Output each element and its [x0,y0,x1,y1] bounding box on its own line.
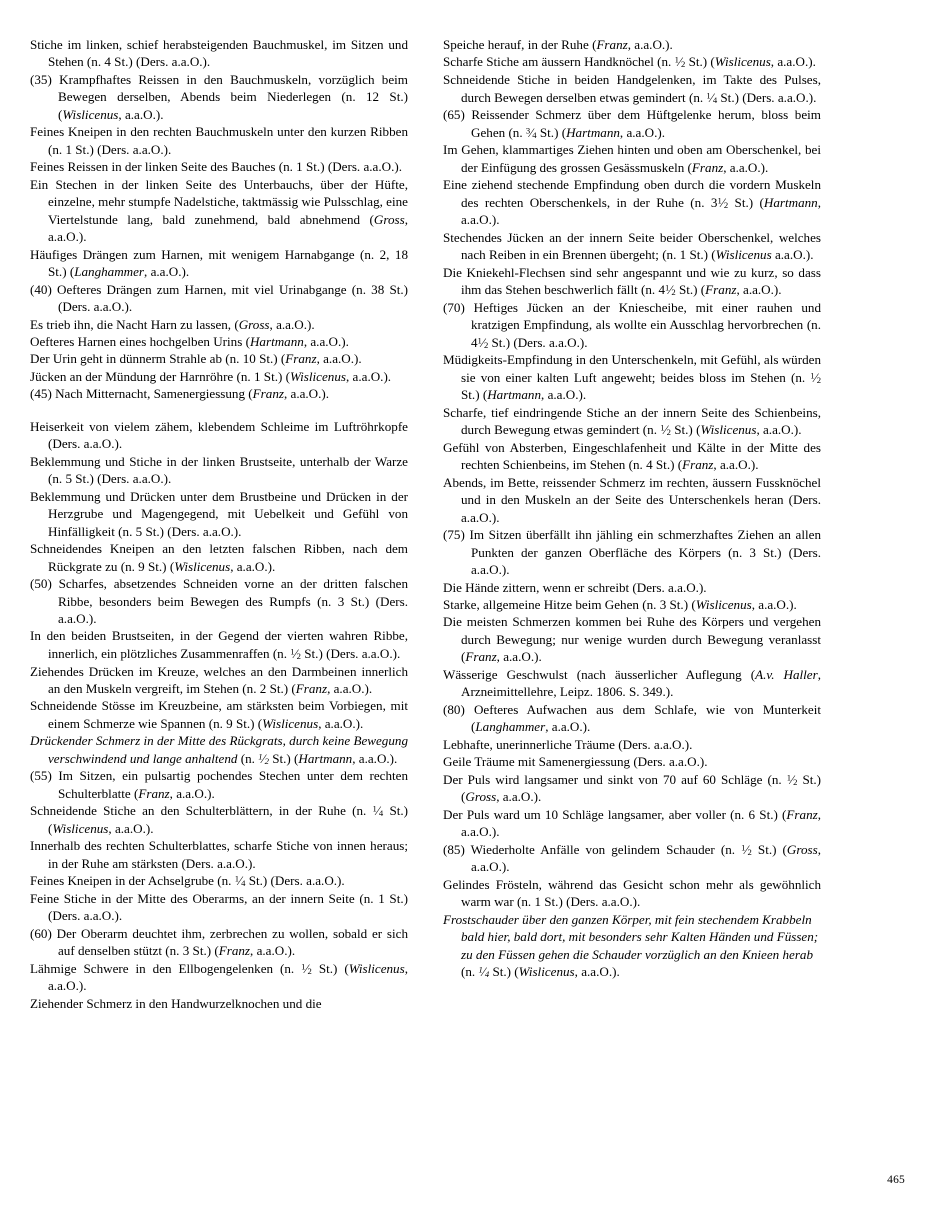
entry-text: Jücken an der Mündung der Harnröhre (n. 1 St.) ( [30,368,290,384]
entry-text: Geile Träume mit Samenergiessung (Ders. a.a.O.). [443,754,708,770]
entry-text: Feines Kneipen in den rechten Bauchmuskeln unter den kurzen Ribben (n. 1 St.) (Ders. a.a.O.). [30,124,408,157]
symptom-entry [443,141,821,176]
entry-text: , a.a.O.). [756,422,802,438]
fraction: $^1⁄_2$ [786,772,798,787]
two-column-body [30,36,905,1012]
symptom-entry [443,264,821,299]
entry-text: Oefteres Harnen eines hochgelben Urins ( [30,333,250,349]
entry-text: Drückender Schmerz in der Mitte des Rückgrats, durch keine Bewegung verschwindend und lange anhaltend [30,733,408,766]
entry-text: a.a.O.). [771,247,814,263]
entry-text: Hartmann [298,750,353,766]
entry-text: Feine Stiche in der Mitte des Oberarms, an der innern Seite (n. 1 St.) (Ders. a.a.O.). [30,891,408,924]
entry-text: Lähmige Schwere in den Ellbogengelenken (n. [30,960,302,976]
entry-text: , a.a.O.). [250,943,296,959]
entry-text: , a.a.O.). [108,821,154,836]
entry-text: , a.a.O.). [496,649,542,665]
author-name: Franz [285,351,317,367]
entry-text: , a.a.O.). [48,211,408,245]
author-name: Franz [252,386,284,402]
entry-text: St.) (Ders. a.a.O.). [245,873,345,889]
numbered-symptom-entry [443,526,821,578]
entry-text: , a.a.O.). [619,124,666,140]
author-name: Wislicenus [715,247,772,263]
author-name: Franz [295,681,328,696]
entry-number: (40) [30,281,52,297]
fraction: $^1⁄_4$ [234,873,246,889]
author-name: Franz [465,649,497,665]
entry-text: , a.a.O.). [770,54,816,70]
symptom-entry [443,753,821,770]
author-name: St.) ( [268,750,299,766]
numbered-symptom-entry [443,701,821,736]
author-name: Franz [596,37,628,52]
fraction: $^1⁄_2$ [660,422,671,438]
entry-text: Ein Stechen in der linken Seite des Unterbauchs, über der Hüfte, einzelne, mehr stumpfe Nadelstiche, taktmässig wie Pulsschlag, eine Viertelstunde lang, bald zunehmend, bald abnehmend ( [30,176,408,227]
author-name: Hartmann [487,387,542,403]
entry-text: , a.a.O.). [541,387,587,403]
entry-text: , a.a.O.). [736,282,782,298]
entry-text: Speiche herauf, in der Ruhe ( [443,37,597,52]
entry-text: , a.a.O.). [303,333,349,349]
symptom-entry [443,176,821,229]
entry-text: St.) ( [675,282,706,298]
author-name: Franz [138,785,170,801]
entry-text: Gelindes Frösteln, während das Gesicht schon mehr als gewöhnlich warm war (n. 1 St.) (Ders. a.a.O.). [443,876,821,910]
entry-text: , a.a.O.). [283,386,330,402]
entry-text: , a.a.O.). [48,960,408,994]
entry-text: In den beiden Brustseiten, in der Gegend der vierten wahren Ribbe, innerlich, ein plötzliches Zusammenraffen (n. [30,628,408,661]
entry-number: (55) [30,768,52,784]
author-name: Franz [705,282,737,298]
symptom-entry [30,697,408,732]
entry-text: Beklemmung und Stiche in der linken Brustseite, unterhalb der Warze (n. 5 St.) (Ders. a.a.O.). [30,453,408,487]
entry-text: St.) ( [461,387,488,403]
entry-text: Die meisten Schmerzen kommen bei Ruhe des Körpers und vergehen durch Bewegung; nur wenige wurden durch Bewegung veranlasst ( [443,614,821,665]
entry-text: Lebhafte, unerinnerliche Träume (Ders. a.a.O.). [443,736,693,752]
entry-text: , a.a.O.). [327,681,373,696]
author-name: A.v. Haller [755,666,818,682]
symptom-entry [30,488,408,540]
entry-text: St.) ( [751,841,787,857]
symptom-entry [443,351,821,404]
entry-text: , a.a.O.). [346,368,392,384]
right-column [443,36,821,981]
symptom-entry [443,229,821,264]
entry-text: Feines Kneipen in der Achselgrube (n. [30,873,235,889]
symptom-entry [30,872,408,890]
symptom-entry [443,613,821,665]
fraction: $^1⁄_2$ [301,961,312,976]
fraction: $^3⁄_4$ [525,124,537,140]
author-name: Franz [218,943,251,959]
entry-text: Scharfe Stiche am äussern Handknöchel (n. [443,54,675,70]
author-name: Franz [682,457,714,473]
author-name: Wislicenus [289,368,346,384]
symptom-entry [443,736,821,753]
entry-text: Die Kniekehl-Flechsen sind sehr angespannt und wie zu kurz, so dass ihm das Stehen beschwerlich fällt (n. 4 [443,264,821,298]
entry-text: Es trieb ihn, die Nacht Harn zu lassen, ( [30,316,239,332]
fraction: $^1⁄_2$ [810,370,821,385]
symptom-entry [443,579,821,596]
entry-text: Beklemmung und Drücken unter dem Brustbeine und Drücken in der Herzgrube und Magengegend, mit Uebelkeit und Gefühl von Hinfälligkeit (n. 5 St.) (Ders. a.a.O.). [30,488,408,539]
entry-text: Schneidende Stiche in beiden Handgelenken, im Takte des Pulses, durch Bewegen derselben etwas gemindert (n. [443,72,821,105]
entry-text: Wässerige Geschwulst (nach äusserlicher Auflegung ( [443,666,756,682]
author-name: Wislicenus [262,715,319,731]
entry-text: Der Urin geht in dünnerm Strahle ab (n. 10 St.) ( [30,351,286,367]
symptom-entry [30,418,408,453]
entry-text: Nach Mitternacht, Samenergiessung ( [51,386,253,402]
fraction: $^1⁄_4$ [706,89,718,105]
author-name: Wislicenus [174,558,231,574]
entry-text: , a.a.O.). [269,316,315,332]
entry-number: (80) [443,701,465,717]
entry-text: Im Gehen, klammartiges Ziehen hinten und oben am Oberschenkel, bei der Einfügung des grossen Gesässmuskeln ( [443,142,821,175]
author-name: Gross [465,789,497,805]
entry-text: , a.a.O.). [144,264,190,280]
entry-text: , a.a.O.). [169,785,215,801]
entry-text: , a.a.O.). [723,159,769,175]
symptom-entry [443,53,821,71]
entry-text: , a.a.O.). [118,106,164,122]
fraction: $^1⁄_4$ [478,964,490,980]
symptom-entry [30,627,408,662]
symptom-entry [443,911,821,981]
author-name: Wislicenus [714,54,771,70]
author-name: Wislicenus [695,597,752,612]
fraction: $^1⁄_4$ [372,803,384,819]
numbered-symptom-entry [30,925,408,960]
author-name: (n. [240,750,259,766]
author-name: Franz [691,159,724,175]
entry-text: Innerhalb des rechten Schulterblattes, scharfe Stiche von innen heraus; in der Ruhe am stärksten (Ders. a.a.O.). [30,838,408,871]
entry-text: St.) (Ders. a.a.O.). [488,334,588,350]
entry-text: Feines Reissen in der linken Seite des Bauches (n. 1 St.) (Ders. a.a.O.). [30,159,402,175]
entry-number: (70) [443,299,465,315]
entry-text: Der Oberarm deuchtet ihm, zerbrechen zu wollen, sobald er sich auf denselben stützt (n. 3 St.) ( [51,925,408,959]
entry-text: , a.a.O.). [316,351,362,367]
entry-number: (35) [30,71,52,87]
author-name: Franz [786,806,818,822]
entry-text: St.) ( [311,960,349,976]
fraction: $^1⁄_2$ [258,751,269,766]
entry-text: Scharfe, tief eindringende Stiche an der innern Seite des Schienbeins, durch Bewegung etwas gemindert (n. [443,404,821,438]
symptom-entry [30,350,408,367]
fraction: $^1⁄_2$ [741,842,752,857]
entry-text: , a.a.O.). [627,37,673,52]
numbered-symptom-entry [30,767,408,802]
author-name: Gross [786,841,818,857]
author-name: (n. [461,964,479,980]
entry-text: Gefühl von Absterben, Eingeschlafenheit und Kälte in der Mitte des rechten Schienbeins, im Stehen (n. 4 St.) ( [443,439,821,473]
entry-number: (50) [30,576,52,592]
fraction: $^1⁄_2$ [477,334,489,350]
author-name: , a.a.O.). [574,964,620,980]
entry-text: Oefteres Drängen zum Harnen, mit viel Urinabgange (n. 38 St.) (Ders. a.a.O.). [51,281,408,315]
symptom-entry [443,71,821,106]
entry-text: St.) ( [48,803,408,836]
author-name: Wislicenus [52,821,109,836]
entry-text: Wiederholte Anfälle von gelindem Schauder (n. [464,841,742,857]
symptom-entry [30,453,408,488]
symptom-entry [443,876,821,911]
symptom-entry [30,123,408,158]
entry-text: Müdigkeits-Empfindung in den Unterschenkeln, mit Gefühl, als würden sie von einer kalten Luft angeweht; beides bloss im Stehen (n. [443,352,821,385]
entry-text: , a.a.O.). [318,715,364,731]
entry-text: St.) ( [728,194,764,210]
entry-text: , a.a.O.). [713,457,759,473]
entry-text: Ziehendes Drücken im Kreuze, welches an den Darmbeinen innerlich an den Muskeln vergreift, im Stehen (n. 2 St.) ( [30,663,408,696]
numbered-symptom-entry [443,841,821,876]
symptom-entry [443,806,821,841]
symptom-entry [443,771,821,806]
author-name: St.) ( [489,964,519,980]
numbered-symptom-entry [30,575,408,627]
symptom-entry [30,960,408,995]
author-name: Hartmann [249,333,304,349]
symptom-entry [443,596,821,613]
entry-text: Frostschauder über den ganzen Körper, mit fein stechendem Krabbeln bald hier, bald dort, mit besonders sehr Kalten Händen und Füssen; zu den Füssen gehen die Schauder vorzüglich an den Knieen herab [443,911,819,962]
entry-text: Reissender Schmerz über dem Hüftgelenke herum, bloss beim Gehen (n. [464,107,821,140]
entry-text: Häufiges Drängen zum Harnen, mit wenigem Harnabgange (n. 2, 18 St.) ( [30,246,408,280]
entry-text: , a.a.O.). [471,841,821,875]
author-name: Wislicenus [62,106,119,122]
symptom-entry [443,474,821,526]
author-name: Gross [238,316,270,332]
entry-text: Starke, allgemeine Hitze beim Gehen (n. 3 St.) ( [443,597,696,612]
numbered-symptom-entry [30,71,408,123]
page-number: 465 [887,1174,905,1186]
symptom-entry [30,802,408,837]
entry-text: Im Sitzen überfällt ihn jähling ein schmerzhaftes Ziehen an allen Punkten der ganzen Oberfläche des Körpers (n. 3 St.) (Ders. a.a.O.). [464,527,821,578]
fraction: $^1⁄_2$ [717,194,729,210]
entry-text: St.) (Ders. a.a.O.). [717,89,817,105]
symptom-entry [30,36,408,71]
symptom-entry [30,368,408,385]
symptom-entry [30,540,408,575]
author-name: Gross [373,211,405,227]
symptom-entry [30,316,408,333]
symptom-entry [30,246,408,281]
entry-text: St.) (Ders. a.a.O.). [300,645,401,661]
entry-text: , Arzneimittellehre, Leipz. 1806. S. 349.). [461,666,821,700]
entry-text: , a.a.O.). [751,597,797,612]
entry-text: , a.a.O.). [545,719,591,735]
entry-text: Im Sitzen, ein pulsartig pochendes Stechen unter dem rechten Schulterblatte ( [51,768,408,801]
entry-text: St.) ( [461,771,822,805]
entry-text: Wislicenus [518,964,575,980]
entry-text: , a.a.O.). [461,194,821,228]
symptom-entry [30,732,408,767]
symptom-entry [30,890,408,925]
author-name: Wislicenus [348,960,405,976]
numbered-symptom-entry [30,281,408,316]
entry-text: St.) ( [536,124,567,140]
numbered-symptom-entry [30,385,408,402]
entry-number: (75) [443,527,465,543]
paragraph-gap [30,403,408,418]
entry-text: Stiche im linken, schief herabsteigenden Bauchmuskel, im Sitzen und Stehen (n. 4 St.) (Ders. a.a.O.). [30,37,408,70]
entry-text: Der Puls wird langsamer und sinkt von 70 auf 60 Schläge (n. [443,771,787,787]
entry-text: Heiserkeit von vielem zähem, klebendem Schleime im Luftröhrkopfe (Ders. a.a.O.). [30,418,408,452]
entry-text: , a.a.O.). [230,558,276,574]
entry-text: Stechendes Jücken an der innern Seite beider Oberschenkel, welches nach Reiben in ein Brennen übergeht; (n. 1 St.) ( [443,229,821,263]
entry-text: Scharfes, absetzendes Schneiden vorne an der dritten falschen Ribbe, besonders beim Bewegen des Rumpfs (n. 3 St.) (Ders. a.a.O.). [51,576,408,626]
entry-text: Der Puls ward um 10 Schläge langsamer, aber voller (n. 6 St.) ( [443,806,787,822]
symptom-entry [30,995,408,1012]
fraction: $^1⁄_2$ [290,646,301,661]
entry-text: Die Hände zittern, wenn er schreibt (Ders. a.a.O.). [443,579,707,595]
entry-number: (60) [30,925,52,941]
author-name: , a.a.O.). [352,750,398,766]
entry-number: (45) [30,386,52,402]
entry-text: Oefteres Aufwachen aus dem Schlafe, wie von Munterkeit ( [464,701,821,735]
author-name: Wislicenus [700,422,757,438]
entry-text: , a.a.O.). [461,806,821,840]
left-column [30,36,408,1012]
symptom-entry [30,158,408,175]
symptom-entry [30,333,408,350]
symptom-entry [30,663,408,698]
entry-text: Eine ziehend stechende Empfindung oben durch die vordern Muskeln des rechten Oberschenkels, in der Ruhe (n. 3 [443,177,821,210]
entry-text: St.) ( [670,422,701,438]
symptom-entry [30,176,408,246]
symptom-entry [443,36,821,53]
symptom-entry [443,666,821,701]
entry-text: Schneidendes Kneipen an den letzten falschen Ribben, nach dem Rückgrate zu (n. 9 St.) ( [30,541,408,574]
entry-number: (85) [443,841,465,857]
entry-text: Heftiges Jücken an der Kniescheibe, mit einer rauhen und kratzigen Empfindung, als wollte ein Ausschlag hervorbrechen (n. 4 [464,299,821,350]
numbered-symptom-entry [443,299,821,352]
symptom-entry [30,837,408,872]
entry-text: Ziehender Schmerz in den Handwurzelknochen und die [30,995,322,1011]
entry-text: Krampfhaftes Reissen in den Bauchmuskeln, vorzüglich beim Bewegen derselben, Abends beim Niederlegen (n. 12 St.) ( [51,71,408,122]
entry-text: Schneidende Stösse im Kreuzbeine, am stärksten beim Vorbiegen, mit einem Schmerze wie Spannen (n. 9 St.) ( [30,698,408,731]
symptom-entry [443,439,821,474]
numbered-symptom-entry [443,106,821,141]
entry-text: Schneidende Stiche an den Schulterblättern, in der Ruhe (n. [30,803,373,819]
fraction: $^1⁄_2$ [665,282,676,298]
symptom-entry [443,404,821,439]
author-name: Hartmann [566,124,620,140]
fraction: $^1⁄_2$ [674,54,686,70]
author-name: Langhammer [475,719,546,735]
entry-text: , a.a.O.). [496,789,542,805]
entry-number: (65) [443,107,465,123]
entry-text: St.) ( [685,54,715,70]
author-name: Hartmann [763,194,818,210]
author-name: Langhammer [74,264,145,280]
entry-text: Abends, im Bette, reissender Schmerz im rechten, äussern Fussknöchel und in den Muskeln an der Seite des Unterschenkels heran (Ders. a.a.O.). [443,474,821,525]
